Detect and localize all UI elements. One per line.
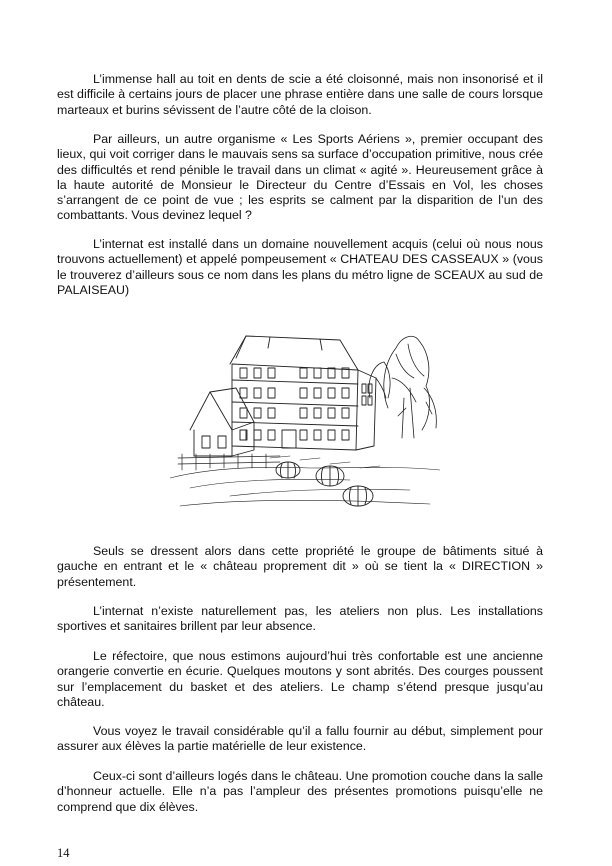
paragraph-refectoire: Le réfectoire, que nous estimons aujourd’hui très confortable est une ancienne orangerie convertie en écurie. Quelques moutons y sont abrités. Des courges poussent sur l’emplacement du basket et des ateliers. Le champ s’étend presque jusqu’au château. <box>57 649 543 709</box>
paragraph-batiments: Seuls se dressent alors dans cette propriété le groupe de bâtiments situé à gauche en entrant et le « château proprement dit » où se tient la « DIRECTION » présentement. <box>57 544 543 589</box>
paragraph-internat-absent: L’internat n’existe naturellement pas, les ateliers non plus. Les installations sportives et sanitaires brillent par leur absence. <box>57 604 543 634</box>
page-number: 14 <box>57 846 70 860</box>
paragraph-travail: Vous voyez le travail considérable qu’il a fallu fournir au début, simplement pour assurer aux élèves la partie matérielle de leur existence. <box>57 724 543 754</box>
paragraph-internat-chateau: L’internat est installé dans un domaine nouvellement acquis (celui où nous nous trouvons actuellement) et appelé pompeusement « CHATEAU DES CASSEAUX » (vous le trouverez d’ailleurs sous ce nom dans les plans du métro ligne de SCEAUX au sud de PALAISEAU) <box>57 237 543 297</box>
paragraph-eleves: Ceux-ci sont d’ailleurs logés dans le château. Une promotion couche dans la salle d’honneur actuelle. Elle n’a pas l’ampleur des présentes promotions puisqu’elle ne comprend que dix élèves. <box>57 769 543 814</box>
paragraph-hall: L’immense hall au toit en dents de scie a été cloisonné, mais non insonorisé et il est difficile à certains jours de placer une phrase entière dans une salle de cours lorsque marteaux et burins sévissent de l’autre côté de la cloison. <box>57 72 543 117</box>
chateau-illustration <box>170 318 440 510</box>
main-building-sketch <box>230 336 376 450</box>
paragraph-sports-aeriens: Par ailleurs, un autre organisme « Les Sports Aériens », premier occupant des lieux, qui voit corriger dans le mauvais sens sa surface d’occupation primitive, nous crée des difficultés et rend pénible le travail dans un climat « agité ». Heureusement grâce à la haute autorité de Monsieur le Directeur du Centre d’Essais en Vol, les choses s’arrangent de ce point de vue ; les esprits se calment par la disparition de l’un des combattants. Vous devinez lequel ? <box>57 132 543 223</box>
pumpkins-sketch <box>276 462 373 506</box>
trees-sketch <box>369 336 436 438</box>
